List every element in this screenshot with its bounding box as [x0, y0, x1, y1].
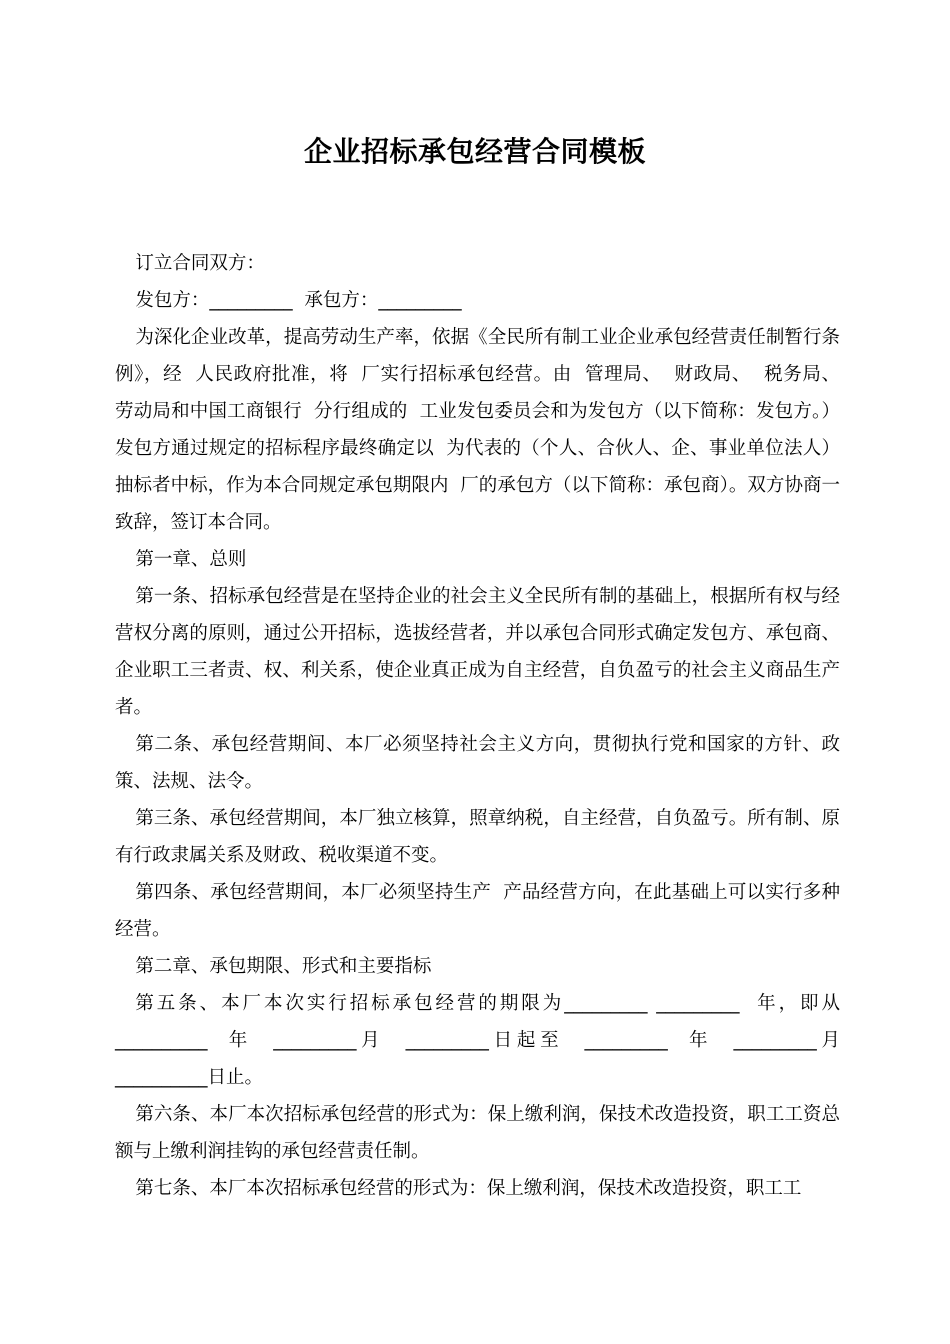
article-1: 第一条、招标承包经营是在坚持企业的社会主义全民所有制的基础上，根据所有权与经营权分离的原则，通过公开招标，选拔经营者，并以承包合同形式确定发包方、承包商、企业职工三者责、权、利关系，使企业真正成为自主经营，自负盈亏的社会主义商品生产者。 — [115, 586, 840, 718]
chapter-heading-2: 第二章、承包期限、形式和主要指标 — [135, 956, 432, 977]
paragraph-parties-intro: 订立合同双方： — [135, 253, 265, 274]
article-2: 第二条、承包经营期间、本厂必须坚持社会主义方向，贯彻执行党和国家的方针、政策、法规、法令。 — [115, 734, 840, 792]
paragraph-preamble: 为深化企业改革，提高劳动生产率，依据《全民所有制工业企业承包经营责任制暂行条例》，经 人民政府批准，将 厂实行招标承包经营。由 管理局、 财政局、 税务局、 劳动局和中国工商银行 分行组成的 工业发包委员会和为发包方（以下简称：发包方。）发包方通过规定的招标程序最终确定以 为代表的（个人、合伙人、企、事业单位法人）抽标者中标，作为本合同规定承包期限内 厂的承包方（以下简称：承包商）。双方协商一致辞，签订本合同。 — [115, 327, 852, 533]
article-3: 第三条、承包经营期间，本厂独立核算，照章纳税，自主经营，自负盈亏。所有制、原有行政隶属关系及财政、税收渠道不变。 — [115, 808, 840, 866]
article-6: 第六条、本厂本次招标承包经营的形式为：保上缴利润，保技术改造投资，职工工资总额与上缴利润挂钩的承包经营责任制。 — [115, 1104, 840, 1162]
article-4: 第四条、承包经营期间，本厂必须坚持生产 产品经营方向，在此基础上可以实行多种经营。 — [115, 882, 840, 940]
article-7: 第七条、本厂本次招标承包经营的形式为：保上缴利润，保技术改造投资，职工工 — [135, 1178, 802, 1199]
document-title: 企业招标承包经营合同模板 — [303, 135, 646, 168]
article-5: 第五条、本厂本次实行招标承包经营的期限为_________ _________ 年，即从 __________ 年 _________月 _________日起至 _________ 年 _________月 __________日止。 — [115, 993, 852, 1088]
chapter-heading-1: 第一章、总则 — [135, 549, 247, 570]
document-body — [115, 245, 852, 1207]
paragraph-parties-blanks: 发包方：_________ 承包方：_________ — [135, 290, 462, 311]
